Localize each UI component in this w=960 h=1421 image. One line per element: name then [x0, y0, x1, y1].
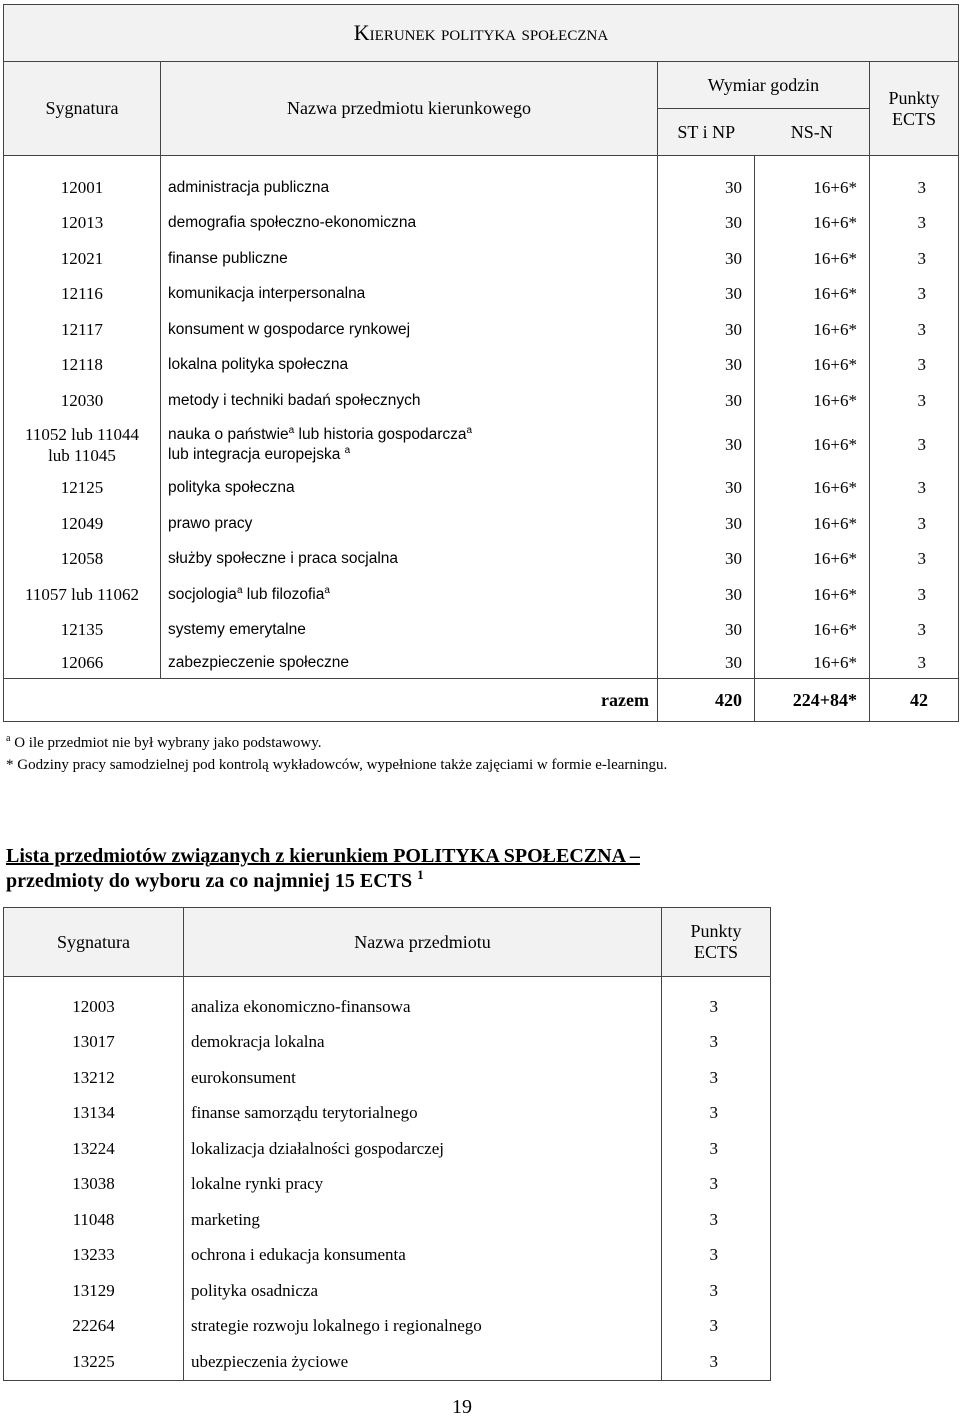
row-course-name: demokracja lokalna — [184, 1025, 662, 1061]
row-course-name: finanse publiczne — [161, 241, 658, 277]
row-ects: 3 — [870, 312, 959, 348]
row-ects: 3 — [662, 1167, 771, 1203]
section-heading — [6, 845, 640, 868]
table-row — [4, 1060, 771, 1096]
table-title: Kierunek polityka społeczna — [4, 5, 959, 62]
name-part: nauka o państwie — [168, 425, 289, 443]
table-row — [4, 312, 959, 348]
row-hours-st: 30 — [658, 613, 755, 649]
row-course-name: polityka osadnicza — [184, 1273, 662, 1309]
table-row — [4, 1096, 771, 1132]
header-ects: Punkty ECTS — [662, 908, 771, 977]
table-row — [4, 1025, 771, 1061]
row-signature: 13129 — [4, 1273, 184, 1309]
footnote-mark: a — [324, 584, 330, 596]
row-signature: 13233 — [4, 1238, 184, 1274]
row-hours-st: 30 — [658, 383, 755, 419]
row-course-name: demografia społeczno-ekonomiczna — [161, 206, 658, 242]
table-row — [4, 170, 959, 206]
heading-line-1: Lista przedmiotów związanych z kierunkiem POLITYKA SPOŁECZNA – — [6, 845, 640, 867]
row-signature: 12001 — [4, 170, 161, 206]
table-row — [4, 542, 959, 578]
row-course-name: analiza ekonomiczno-finansowa — [184, 989, 662, 1025]
footnote-mark: a — [236, 584, 243, 596]
row-signature: 12116 — [4, 277, 161, 313]
table-row — [4, 383, 959, 419]
row-course-name: konsument w gospodarce rynkowej — [161, 312, 658, 348]
sum-label: razem — [161, 679, 658, 722]
footnote-a — [6, 735, 322, 752]
row-ects: 3 — [870, 277, 959, 313]
elective-rows — [4, 989, 771, 1380]
course-rows — [4, 170, 959, 419]
row-course-name: prawo pracy — [161, 506, 658, 542]
header-hours-ns: NS-N — [755, 109, 870, 156]
row-ects: 3 — [870, 383, 959, 419]
table-row — [4, 506, 959, 542]
row-course-name: metody i techniki badań społecznych — [161, 383, 658, 419]
name-part: socjologia — [168, 585, 237, 603]
row-hours-ns: 16+6* — [755, 383, 870, 419]
row-ects: 3 — [662, 1096, 771, 1132]
row-signature: 13225 — [4, 1344, 184, 1380]
row-signature: 12003 — [4, 989, 184, 1025]
row-ects: 3 — [870, 419, 959, 471]
row-signature: 13212 — [4, 1060, 184, 1096]
row-ects: 3 — [662, 1131, 771, 1167]
row-ects: 3 — [662, 1344, 771, 1380]
row-signature: 13134 — [4, 1096, 184, 1132]
table-row — [4, 577, 959, 613]
row-ects: 3 — [662, 1025, 771, 1061]
row-hours-st: 30 — [658, 577, 755, 613]
course-rows — [4, 471, 959, 578]
row-hours-ns: 16+6* — [755, 312, 870, 348]
row-hours-ns: 16+6* — [755, 170, 870, 206]
table-row — [4, 206, 959, 242]
table-row — [4, 613, 959, 649]
row-hours-st: 30 — [658, 277, 755, 313]
row-course-name: marketing — [184, 1202, 662, 1238]
row-ects: 3 — [870, 577, 959, 613]
row-signature: 12030 — [4, 383, 161, 419]
row-course-name: systemy emerytalne — [161, 613, 658, 649]
row-signature: 12118 — [4, 348, 161, 384]
row-course-name: służby społeczne i praca socjalna — [161, 542, 658, 578]
row-ects: 3 — [870, 648, 959, 679]
row-hours-st: 30 — [658, 348, 755, 384]
footnote-mark: 1 — [417, 867, 424, 882]
row-ects: 3 — [662, 1202, 771, 1238]
row-signature: 11057 lub 11062 — [4, 577, 161, 613]
table-row — [4, 1309, 771, 1345]
table-row — [4, 471, 959, 507]
page-number: 19 — [452, 1396, 472, 1418]
header-hours: Wymiar godzin — [658, 62, 870, 109]
row-course-name: lokalne rynki pracy — [184, 1167, 662, 1203]
row-hours-st: 30 — [658, 471, 755, 507]
footnote-text: O ile przedmiot nie był wybrany jako podstawowy. — [10, 735, 322, 751]
table-row — [4, 648, 959, 679]
row-ects: 3 — [662, 1060, 771, 1096]
signature-line-1: 11052 lub 11044 — [25, 424, 139, 444]
header-signature: Sygnatura — [4, 62, 161, 156]
heading-line-2: przedmioty do wyboru za co najmniej 15 ECTS — [6, 870, 413, 892]
table-row — [4, 1238, 771, 1274]
table-row — [4, 419, 959, 471]
footnote-mark: a — [288, 424, 295, 436]
row-hours-ns: 16+6* — [755, 348, 870, 384]
table-row — [4, 1273, 771, 1309]
sum-row — [4, 679, 959, 722]
row-hours-ns: 16+6* — [755, 206, 870, 242]
row-signature: 12021 — [4, 241, 161, 277]
row-hours-ns: 16+6* — [755, 241, 870, 277]
row-ects: 3 — [662, 1273, 771, 1309]
row-signature: 12049 — [4, 506, 161, 542]
row-ects: 3 — [662, 1309, 771, 1345]
header-signature: Sygnatura — [4, 908, 184, 977]
row-course-name: polityka społeczna — [161, 471, 658, 507]
header-hours-st: ST i NP — [658, 109, 755, 156]
row-course-name: strategie rozwoju lokalnego i regionalnego — [184, 1309, 662, 1345]
table-row — [4, 241, 959, 277]
table-row — [4, 989, 771, 1025]
header-ects: Punkty ECTS — [870, 62, 959, 156]
row-signature: 12117 — [4, 312, 161, 348]
row-ects: 3 — [870, 613, 959, 649]
row-hours-st: 30 — [658, 542, 755, 578]
row-ects: 3 — [870, 542, 959, 578]
row-signature: 11048 — [4, 1202, 184, 1238]
sum-hours-st: 420 — [658, 679, 755, 722]
table-row — [4, 1131, 771, 1167]
row-signature: 13224 — [4, 1131, 184, 1167]
row-course-name: ubezpieczenia życiowe — [184, 1344, 662, 1380]
footnote-mark: a — [466, 424, 473, 436]
row-course-name: lokalizacja działalności gospodarczej — [184, 1131, 662, 1167]
row-ects: 3 — [870, 348, 959, 384]
row-ects: 3 — [662, 989, 771, 1025]
course-rows — [4, 613, 959, 679]
row-hours-st: 30 — [658, 170, 755, 206]
row-signature: 13038 — [4, 1167, 184, 1203]
sum-ects: 42 — [870, 679, 959, 722]
row-course-name: komunikacja interpersonalna — [161, 277, 658, 313]
row-course-name: ochrona i edukacja konsumenta — [184, 1238, 662, 1274]
row-hours-st: 30 — [658, 648, 755, 679]
row-signature: 12013 — [4, 206, 161, 242]
kierunek-table — [3, 4, 959, 722]
name-part: lub historia gospodarcza — [294, 425, 467, 443]
sum-hours-ns: 224+84* — [755, 679, 870, 722]
row-signature: 12066 — [4, 648, 161, 679]
table-row — [4, 1344, 771, 1380]
name-part: lub integracja europejska — [168, 445, 341, 463]
row-course-name — [161, 577, 658, 613]
footnote-mark: a — [6, 733, 11, 744]
signature-line-2: lub 11045 — [48, 445, 116, 465]
electives-table — [3, 907, 771, 1381]
row-signature: 22264 — [4, 1309, 184, 1345]
row-signature — [4, 419, 161, 471]
row-signature: 12135 — [4, 613, 161, 649]
row-signature: 12058 — [4, 542, 161, 578]
row-course-name — [161, 419, 658, 471]
row-hours-ns: 16+6* — [755, 648, 870, 679]
row-hours-ns: 16+6* — [755, 277, 870, 313]
table-row — [4, 1202, 771, 1238]
row-hours-st: 30 — [658, 206, 755, 242]
name-part: lub filozofia — [242, 585, 325, 603]
row-ects: 3 — [662, 1238, 771, 1274]
row-ects: 3 — [870, 170, 959, 206]
row-ects: 3 — [870, 241, 959, 277]
row-hours-ns: 16+6* — [755, 471, 870, 507]
table-row — [4, 1167, 771, 1203]
row-hours-ns: 16+6* — [755, 613, 870, 649]
row-hours-st: 30 — [658, 241, 755, 277]
row-course-name: eurokonsument — [184, 1060, 662, 1096]
row-hours-st: 30 — [658, 419, 755, 471]
row-signature: 12125 — [4, 471, 161, 507]
table-row — [4, 277, 959, 313]
row-hours-st: 30 — [658, 506, 755, 542]
row-course-name: finanse samorządu terytorialnego — [184, 1096, 662, 1132]
row-ects: 3 — [870, 206, 959, 242]
row-hours-ns: 16+6* — [755, 577, 870, 613]
row-course-name: zabezpieczenie społeczne — [161, 648, 658, 679]
row-hours-ns: 16+6* — [755, 542, 870, 578]
row-course-name: administracja publiczna — [161, 170, 658, 206]
row-signature: 13017 — [4, 1025, 184, 1061]
table-row — [4, 348, 959, 384]
row-ects: 3 — [870, 471, 959, 507]
row-hours-ns: 16+6* — [755, 506, 870, 542]
header-course-name: Nazwa przedmiotu kierunkowego — [161, 62, 658, 156]
row-hours-st: 30 — [658, 312, 755, 348]
section-heading-2 — [6, 867, 424, 893]
footnote-mark: a — [344, 444, 351, 456]
row-hours-ns: 16+6* — [755, 419, 870, 471]
row-course-name: lokalna polityka społeczna — [161, 348, 658, 384]
footnote-star: * Godziny pracy samodzielnej pod kontrolą wykładowców, wypełnione także zajęciami w formie e-learningu. — [6, 757, 668, 773]
row-ects: 3 — [870, 506, 959, 542]
header-course-name: Nazwa przedmiotu — [184, 908, 662, 977]
